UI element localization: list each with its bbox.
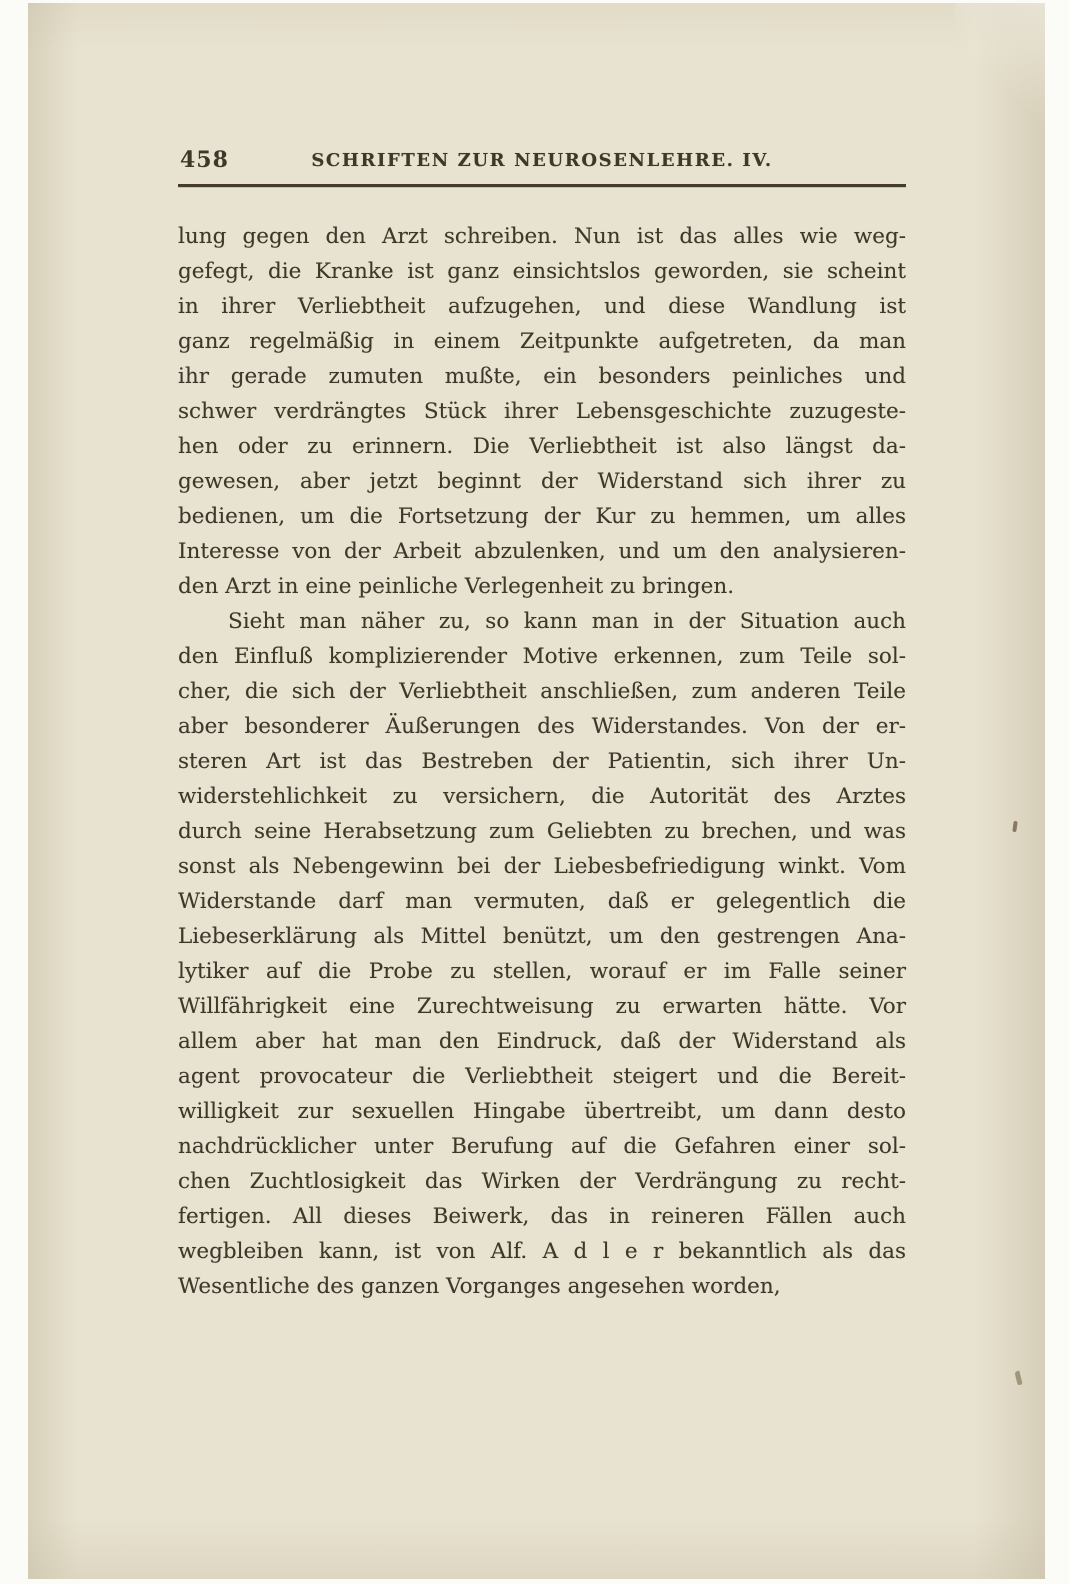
text-line: steren Art ist das Bestreben der Patientin, sich ihrer Un- (178, 748, 906, 774)
book-page (28, 3, 1045, 1579)
page-header (178, 147, 906, 175)
text-line: cher, die sich der Verliebtheit anschließen, zum anderen Teile (178, 678, 906, 704)
text-line: Sieht man näher zu, so kann man in der Situation auch (228, 608, 906, 634)
text-line: in ihrer Verliebtheit aufzugehen, und diese Wandlung ist (178, 293, 906, 319)
scan-corner-artifact (1014, 1371, 1022, 1386)
text-line: hen oder zu erinnern. Die Verliebtheit ist also längst da- (178, 433, 906, 459)
text-line: widerstehlichkeit zu versichern, die Autorität des Arztes (178, 783, 906, 809)
text-line: ihr gerade zumuten mußte, ein besonders peinliches und (178, 363, 906, 389)
text-line: wegbleiben kann, ist von Alf. A d l e r bekanntlich als das (178, 1238, 906, 1264)
text-block (178, 219, 906, 1304)
text-line: bedienen, um die Fortsetzung der Kur zu hemmen, um alles (178, 503, 906, 529)
text-line: ganz regelmäßig in einem Zeitpunkte aufgetreten, da man (178, 328, 906, 354)
text-line: allem aber hat man den Eindruck, daß der Widerstand als (178, 1028, 906, 1054)
text-line: aber besonderer Äußerungen des Widerstandes. Von der er- (178, 713, 906, 739)
scan-speck-artifact (1012, 821, 1017, 832)
text-line: Interesse von der Arbeit abzulenken, und um den analysieren- (178, 538, 906, 564)
text-line: fertigen. All dieses Beiwerk, das in reineren Fällen auch (178, 1203, 906, 1229)
text-line: Widerstande darf man vermuten, daß er gelegentlich die (178, 888, 906, 914)
text-line: gewesen, aber jetzt beginnt der Widerstand sich ihrer zu (178, 468, 906, 494)
running-header: SCHRIFTEN ZUR NEUROSENLEHRE. IV. (311, 150, 773, 171)
text-line: lung gegen den Arzt schreiben. Nun ist das alles wie weg- (178, 223, 906, 249)
text-line: agent provocateur die Verliebtheit steigert und die Bereit- (178, 1063, 906, 1089)
page-number: 458 (180, 147, 229, 173)
text-line: den Arzt in eine peinliche Verlegenheit zu bringen. (178, 573, 735, 599)
text-line: schwer verdrängtes Stück ihrer Lebensgeschichte zuzugeste- (178, 398, 906, 424)
text-line: durch seine Herabsetzung zum Geliebten zu brechen, und was (178, 818, 906, 844)
text-line: nachdrücklicher unter Berufung auf die Gefahren einer sol- (178, 1133, 906, 1159)
text-line: Liebeserklärung als Mittel benützt, um den gestrengen Ana- (178, 923, 906, 949)
text-line: Willfährigkeit eine Zurechtweisung zu erwarten hätte. Vor (178, 993, 906, 1019)
text-line: sonst als Nebengewinn bei der Liebesbefriedigung winkt. Vom (178, 853, 906, 879)
text-line: chen Zuchtlosigkeit das Wirken der Verdrängung zu recht- (178, 1168, 906, 1194)
text-line: den Einfluß komplizierender Motive erkennen, zum Teile sol- (178, 643, 906, 669)
page-corner-highlight (955, 3, 1045, 143)
text-line: willigkeit zur sexuellen Hingabe übertreibt, um dann desto (178, 1098, 906, 1124)
text-line: gefegt, die Kranke ist ganz einsichtslos geworden, sie scheint (178, 258, 906, 284)
header-rule (178, 184, 906, 187)
text-line: Wesentliche des ganzen Vorganges angesehen worden, (178, 1273, 781, 1299)
text-column (178, 147, 906, 1304)
text-line: lytiker auf die Probe zu stellen, worauf er im Falle seiner (178, 958, 906, 984)
